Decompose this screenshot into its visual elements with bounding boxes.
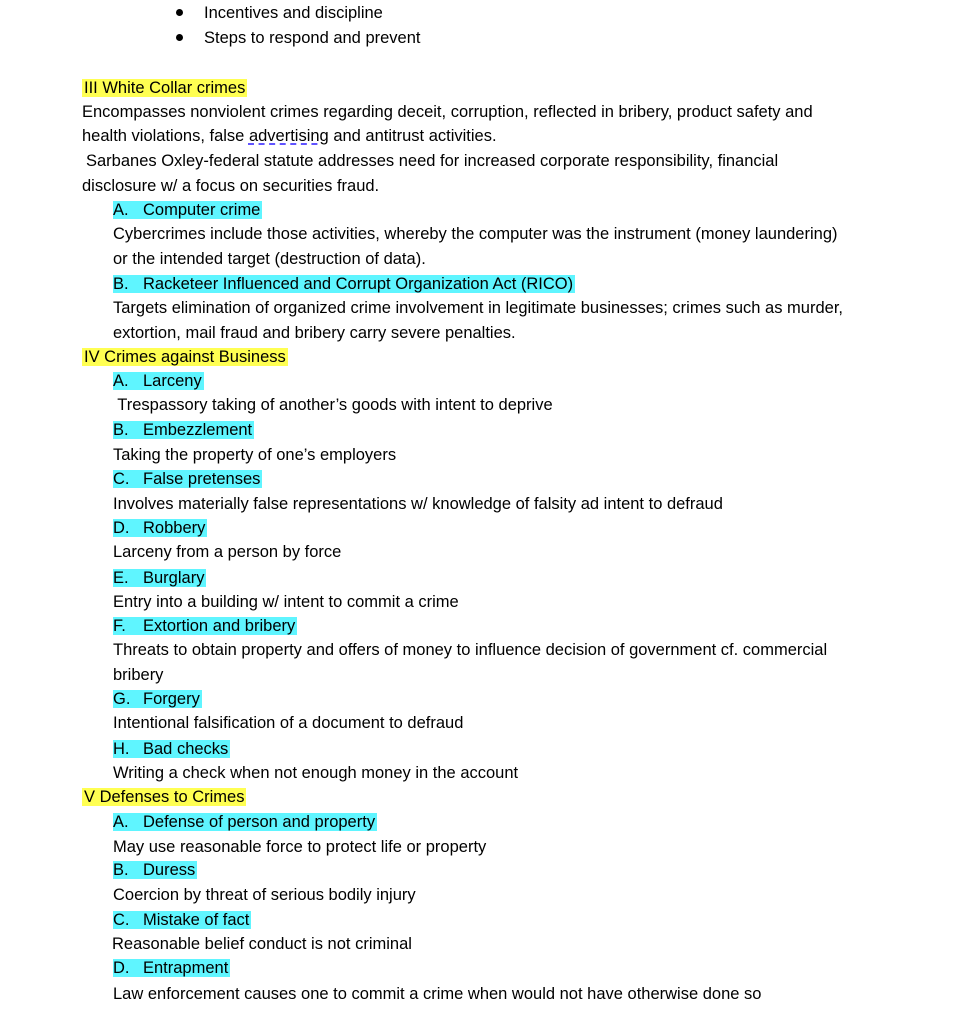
item-title: Defense of person and property: [143, 813, 376, 831]
item-letter: B.: [113, 861, 129, 879]
subheading-bad-checks: [113, 739, 230, 759]
description-line: or the intended target (destruction of data).: [113, 250, 426, 268]
subheading-duress: [113, 860, 197, 880]
description-line: Cybercrimes include those activities, whereby the computer was the instrument (money laundering): [113, 225, 838, 243]
subheading-highlight: [113, 569, 206, 587]
item-title: False pretenses: [143, 470, 261, 488]
subheading-burglary: [113, 568, 206, 588]
subheading-highlight: [113, 861, 197, 879]
item-title: Embezzlement: [143, 421, 253, 439]
paragraph-line: disclosure w/ a focus on securities fraud.: [82, 177, 380, 195]
subheading-extortion: [113, 616, 297, 636]
heading-text: V Defenses to Crimes: [84, 788, 245, 806]
subheading-highlight: [113, 740, 230, 758]
section-heading-crimes-against-business: [82, 347, 288, 367]
description-line: Coercion by threat of serious bodily injury: [113, 886, 416, 904]
item-title: Computer crime: [143, 201, 261, 219]
item-letter: A.: [113, 372, 129, 390]
item-title: Racketeer Influenced and Corrupt Organization Act (RICO): [143, 275, 574, 293]
description-line: Larceny from a person by force: [113, 543, 342, 561]
description-line: Writing a check when not enough money in the account: [113, 764, 519, 782]
item-letter: E.: [113, 569, 129, 587]
subheading-mistake-of-fact: [113, 910, 251, 930]
bullet-dot: [176, 34, 183, 41]
section-heading-white-collar: [82, 78, 247, 98]
item-letter: B.: [113, 275, 129, 293]
text-span: and antitrust activities.: [328, 127, 497, 145]
description-line: May use reasonable force to protect life or property: [113, 838, 487, 856]
description-line: bribery: [113, 666, 164, 684]
description-line: Threats to obtain property and offers of money to influence decision of government cf. commercial: [113, 641, 828, 659]
subheading-highlight: [113, 470, 262, 488]
subheading-defense-of-person: [113, 812, 377, 832]
subheading-computer-crime: [113, 200, 262, 220]
description-line: Taking the property of one’s employers: [113, 446, 397, 464]
item-title: Larceny: [143, 372, 202, 390]
paragraph-line: Sarbanes Oxley-federal statute addresses need for increased corporate responsibility, financial: [86, 152, 779, 170]
item-title: Robbery: [143, 519, 206, 537]
subheading-false-pretenses: [113, 469, 262, 489]
text-span: health violations, false: [82, 127, 249, 145]
item-letter: D.: [113, 959, 130, 977]
subheading-highlight: [113, 813, 377, 831]
item-title: Bad checks: [143, 740, 229, 758]
item-letter: F.: [113, 617, 126, 635]
subheading-highlight: [113, 617, 297, 635]
item-title: Duress: [143, 861, 196, 879]
bullet-dot: [176, 9, 183, 16]
description-line: Involves materially false representations w/ knowledge of falsity ad intent to defraud: [113, 495, 723, 513]
subheading-robbery: [113, 518, 207, 538]
subheading-highlight: [113, 959, 230, 977]
subheading-highlight: [113, 911, 251, 929]
item-title: Forgery: [143, 690, 200, 708]
item-letter: A.: [113, 201, 129, 219]
section-heading-defenses: [82, 787, 246, 807]
heading-text: IV Crimes against Business: [84, 348, 286, 366]
spellcheck-word[interactable]: advertising: [248, 127, 329, 145]
item-letter: D.: [113, 519, 130, 537]
item-title: Burglary: [143, 569, 205, 587]
subheading-highlight: [113, 201, 262, 219]
description-line: Entry into a building w/ intent to commit a crime: [113, 593, 459, 611]
description-line: Reasonable belief conduct is not criminal: [112, 935, 412, 953]
description-line: Law enforcement causes one to commit a crime when would not have otherwise done so: [113, 985, 762, 1003]
subheading-highlight: [113, 519, 207, 537]
bullet-item: Steps to respond and prevent: [204, 29, 421, 47]
subheading-embezzlement: [113, 420, 254, 440]
bullet-item: Incentives and discipline: [204, 4, 383, 22]
item-letter: C.: [113, 911, 130, 929]
paragraph-line: [82, 126, 497, 146]
subheading-forgery: [113, 689, 202, 709]
item-title: Mistake of fact: [143, 911, 250, 929]
description-line: Trespassory taking of another’s goods with intent to deprive: [113, 396, 553, 414]
heading-text: III White Collar crimes: [84, 79, 246, 97]
subheading-highlight: [113, 421, 254, 439]
subheading-larceny: [113, 371, 204, 391]
subheading-highlight: [113, 275, 575, 293]
subheading-rico: [113, 274, 575, 294]
paragraph-line: Encompasses nonviolent crimes regarding deceit, corruption, reflected in bribery, product safety and: [82, 103, 813, 121]
subheading-highlight: [113, 372, 204, 390]
item-title: Extortion and bribery: [143, 617, 296, 635]
description-line: extortion, mail fraud and bribery carry severe penalties.: [113, 324, 516, 342]
subheading-entrapment: [113, 958, 230, 978]
item-letter: G.: [113, 690, 131, 708]
subheading-highlight: [113, 690, 202, 708]
item-letter: A.: [113, 813, 129, 831]
item-letter: B.: [113, 421, 129, 439]
item-letter: H.: [113, 740, 130, 758]
description-line: Intentional falsification of a document to defraud: [113, 714, 464, 732]
item-title: Entrapment: [143, 959, 229, 977]
description-line: Targets elimination of organized crime involvement in legitimate businesses; crimes such as murder,: [113, 299, 843, 317]
item-letter: C.: [113, 470, 130, 488]
